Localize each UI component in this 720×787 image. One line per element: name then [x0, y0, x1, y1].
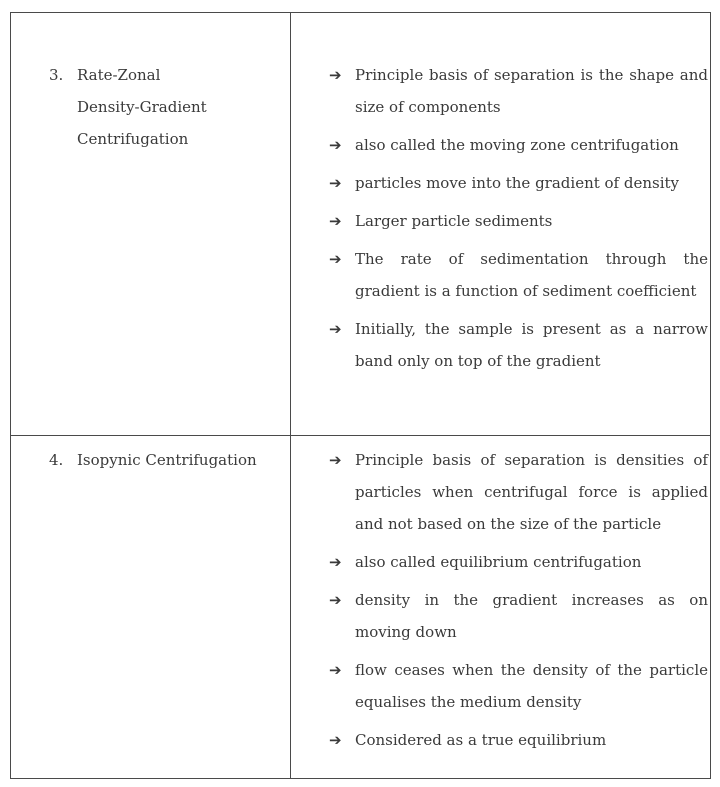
row-divider: [11, 435, 710, 436]
method-name: [77, 444, 257, 476]
method-name: [77, 59, 207, 155]
point-text: also called the moving zone centrifugation: [355, 136, 679, 154]
list-item: [329, 205, 708, 237]
list-item: [329, 546, 708, 578]
point-text: The rate of sedimentation through the gradient is a function of sediment coefficient: [355, 250, 708, 300]
right-arrow-icon: ➔: [329, 553, 342, 571]
point-text: Larger particle sediments: [355, 212, 553, 230]
method-name-line: Centrifugation: [77, 130, 189, 148]
description-list: [329, 444, 708, 762]
list-item: [329, 167, 708, 199]
list-item: [329, 444, 708, 540]
description-list: [329, 59, 708, 383]
right-arrow-icon: ➔: [329, 250, 342, 268]
right-arrow-icon: ➔: [329, 66, 342, 84]
point-text: Considered as a true equilibrium: [355, 731, 607, 749]
column-divider: [290, 13, 291, 778]
list-item: [329, 59, 708, 123]
right-arrow-icon: ➔: [329, 661, 342, 679]
method-number: 4.: [49, 451, 64, 469]
right-arrow-icon: ➔: [329, 320, 342, 338]
right-arrow-icon: ➔: [329, 136, 342, 154]
right-arrow-icon: ➔: [329, 212, 342, 230]
list-item: [329, 313, 708, 377]
method-number: 3.: [49, 66, 64, 84]
list-item: [329, 654, 708, 718]
method-name-line: Isopynic Centrifugation: [77, 451, 257, 469]
right-arrow-icon: ➔: [329, 174, 342, 192]
list-item: [329, 724, 708, 756]
comparison-table: [10, 12, 711, 779]
point-text: Initially, the sample is present as a narrow band only on top of the gradient: [355, 320, 708, 370]
point-text: Principle basis of separation is the shape and size of components: [355, 66, 708, 116]
point-text: Principle basis of separation is densities of particles when centrifugal force is applied and not based on the size of the particle: [355, 451, 708, 533]
method-name-line: Rate-Zonal: [77, 66, 161, 84]
point-text: also called equilibrium centrifugation: [355, 553, 642, 571]
point-text: density in the gradient increases as on moving down: [355, 591, 708, 641]
list-item: [329, 584, 708, 648]
method-name-line: Density-Gradient: [77, 98, 207, 116]
right-arrow-icon: ➔: [329, 451, 342, 469]
right-arrow-icon: ➔: [329, 731, 342, 749]
right-arrow-icon: ➔: [329, 591, 342, 609]
point-text: flow ceases when the density of the particle equalises the medium density: [355, 661, 708, 711]
list-item: [329, 243, 708, 307]
list-item: [329, 129, 708, 161]
point-text: particles move into the gradient of density: [355, 174, 680, 192]
